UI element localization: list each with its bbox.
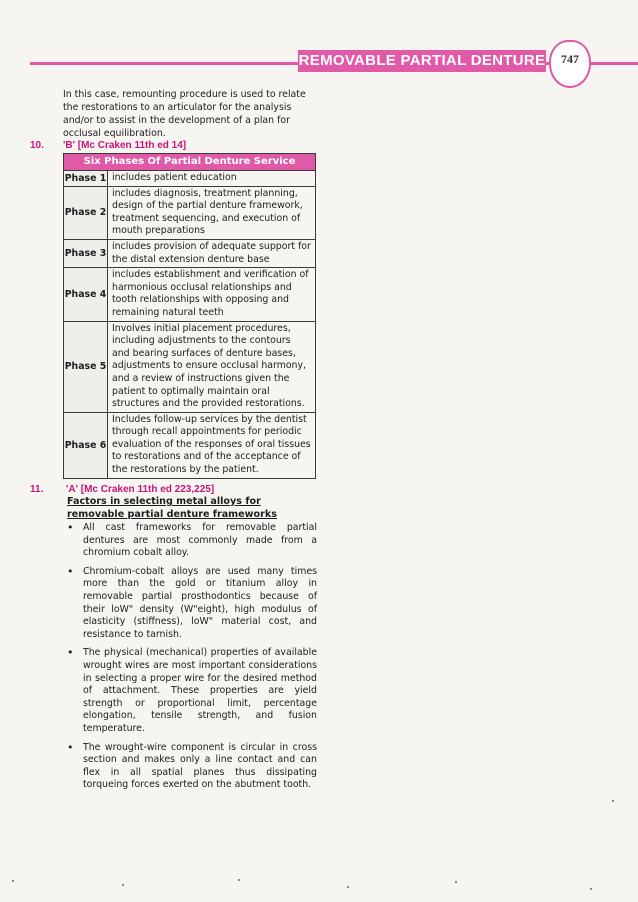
list-item: • All cast frameworks for removable partial dentures are most commonly made from a chromium cobalt alloy.: [63, 522, 317, 560]
table-row: [64, 322, 315, 413]
list-item: • The physical (mechanical) properties of available wrought wires are most important considerations in selecting a proper wire for the desired method of attachment. These properties are yield strength or proportional limit, percentage elongation, tensile strength, and fusion temperature.: [63, 647, 317, 735]
page-number-tooth-icon: 747: [549, 40, 591, 88]
phase-description: includes establishment and verification of harmonious occlusal relationships and tooth relationships with opposing and remaining natural teeth: [112, 269, 309, 318]
factor-list: [63, 522, 317, 798]
question-answer-ref: 'B' [Mc Craken 11th ed 14]: [63, 140, 187, 151]
phase-label: Phase 5: [64, 322, 108, 412]
section-heading: Factors in selecting metal alloys for removable partial denture frameworks: [67, 496, 277, 520]
phase-label: Phase 4: [64, 268, 108, 320]
table-row: [64, 187, 315, 240]
phase-description: Involves initial placement procedures, including adjustments to the contours and bearing surfaces of denture bases, adjustments to ensure occlusal harmony, and a review of instructions given the patient to optimally maintain oral structures and the provided restorations.: [112, 322, 307, 410]
scan-speck: [612, 800, 614, 802]
phase-label: Phase 6: [64, 413, 108, 478]
table-row: [64, 268, 315, 321]
list-item: • The wrought-wire component is circular in cross section and makes only a line contact and can flex in all spatial planes thus dissipating torqueing forces exerted on the abutment tooth.: [63, 742, 317, 792]
phase-description: includes provision of adequate support for the distal extension denture base: [112, 240, 311, 265]
phases-table: [63, 153, 316, 479]
phase-label: Phase 3: [64, 240, 108, 267]
table-title: Six Phases Of Partial Denture Service: [64, 154, 315, 171]
phase-label: Phase 1: [64, 172, 107, 184]
scan-speck: [12, 880, 14, 882]
question-number: 11.: [30, 484, 44, 495]
phase-label: Phase 2: [64, 187, 108, 239]
scan-speck: [590, 888, 592, 890]
table-body: [64, 171, 315, 478]
phase-description: includes patient education: [112, 172, 237, 183]
scan-speck: [347, 886, 349, 888]
table-row: [64, 171, 315, 187]
intro-paragraph: In this case, remounting procedure is used to relate the restorations to an articulator for the analysis and/or to assist in the development of a plan for occlusal equilibration.: [63, 89, 306, 139]
scan-speck: [455, 881, 457, 883]
phase-description: includes diagnosis, treatment planning, design of the partial denture framework, treatment sequencing, and execution of mouth preparations: [112, 187, 303, 237]
list-item: • Chromium-cobalt alloys are used many times more than the gold or titanium alloy in removable partial prosthodontics because of their loW" density (W"eight), high modulus of elasticity (stiffness), loW" material cost, and resistance to tarnish.: [63, 566, 317, 642]
question-answer-ref: 'A' [Mc Craken 11th ed 223,225]: [66, 484, 215, 495]
scan-speck: [122, 884, 124, 886]
chapter-title: REMOVABLE PARTIAL DENTURE: [298, 50, 546, 72]
phase-description: Includes follow-up services by the dentist through recall appointments for periodic evaluation of the responses of oral tissues to restorations and of the acceptance of the restorations by the patient.: [112, 413, 311, 476]
question-number: 10.: [30, 140, 44, 151]
table-row: [64, 413, 315, 478]
scan-speck: [238, 879, 240, 881]
table-row: [64, 240, 315, 268]
